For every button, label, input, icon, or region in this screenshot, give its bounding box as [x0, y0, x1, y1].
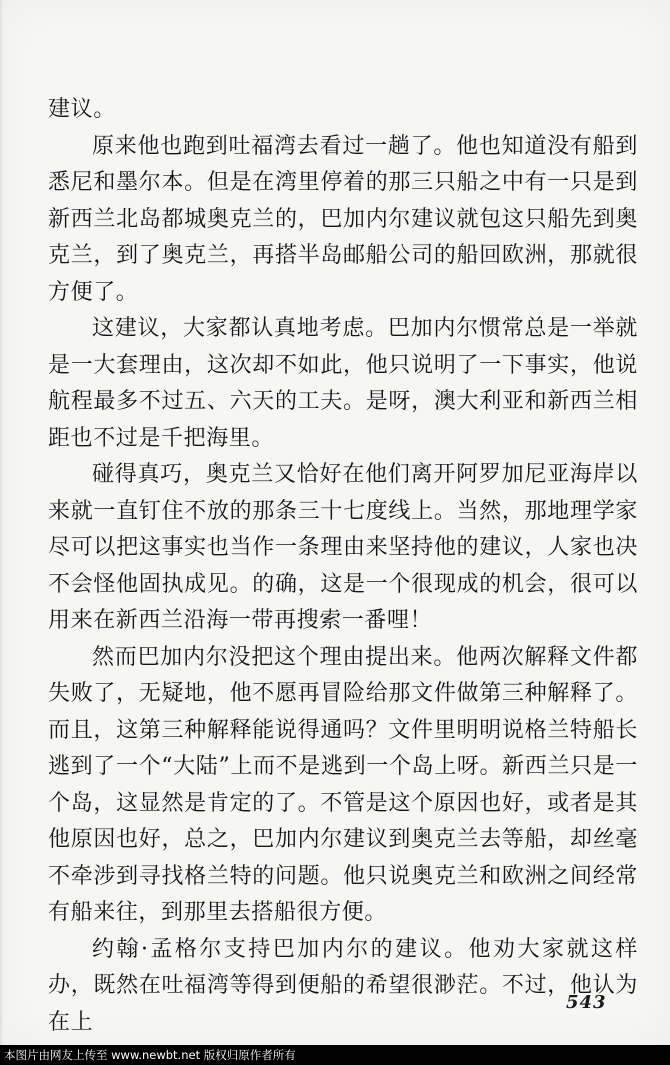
paragraph-0: 建议。 — [48, 97, 116, 122]
page-edge-shadow — [0, 0, 4, 1045]
paragraph-4: 然而巴加内尔没把这个理由提出来。他两次解释文件都失败了，无疑地，他不愿再冒险给那文件做第三种解释了。而且，这第三种解释能说得通吗？文件里明明说格兰特船长逃到了一个“大陆”上而不是逃到一个岛上呀。新西兰只是一个岛，这显然是肯定的了。不管是这个原因也好，或者是其他原因也好，总之，巴加内尔建议到奥克兰去等船，却丝毫不牵涉到寻找格兰特的问题。他只说奥克兰和欧洲之间经常有船来往，到那里去搭船很方便。 — [48, 644, 638, 925]
paragraph-5: 约翰·孟格尔支持巴加内尔的建议。他劝大家就这样办，既然在吐福湾等得到便船的希望很渺茫。不过，他认为在上 — [48, 936, 638, 1035]
paragraph-1: 原来他也跑到吐福湾去看过一趟了。他也知道没有船到悉尼和墨尔本。但是在湾里停着的那三只船之中有一只是到新西兰北岛都城奥克兰的，巴加内尔建议就包这只船先到奥克兰，到了奥克兰，再搭半岛邮船公司的船回欧洲，那就很方便了。 — [48, 133, 638, 305]
watermark-footer-bar — [0, 1045, 670, 1065]
paragraph-3: 碰得真巧，奥克兰又恰好在他们离开阿罗加尼亚海岸以来就一直钉住不放的那条三十七度线上。当然，那地理学家尽可以把这事实也当作一条理由来坚持他的建议，人家也决不会怪他固执成见。的确，这是一个很现成的机会，很可以用来在新西兰沿海一带再搜索一番哩！ — [48, 462, 638, 633]
watermark-footer-text: 本图片由网友上传至 www.newbt.net 版权归原作者所有 — [4, 1048, 296, 1062]
paragraph-2: 这建议，大家都认真地考虑。巴加内尔惯常总是一举就是一大套理由，这次却不如此，他只说明了一下事实，他说航程最多不过五、六天的工夫。是呀，澳大利亚和新西兰相距也不过是千把海里。 — [48, 316, 638, 451]
page-number: 543 — [566, 992, 607, 1013]
body-text — [48, 92, 638, 1041]
